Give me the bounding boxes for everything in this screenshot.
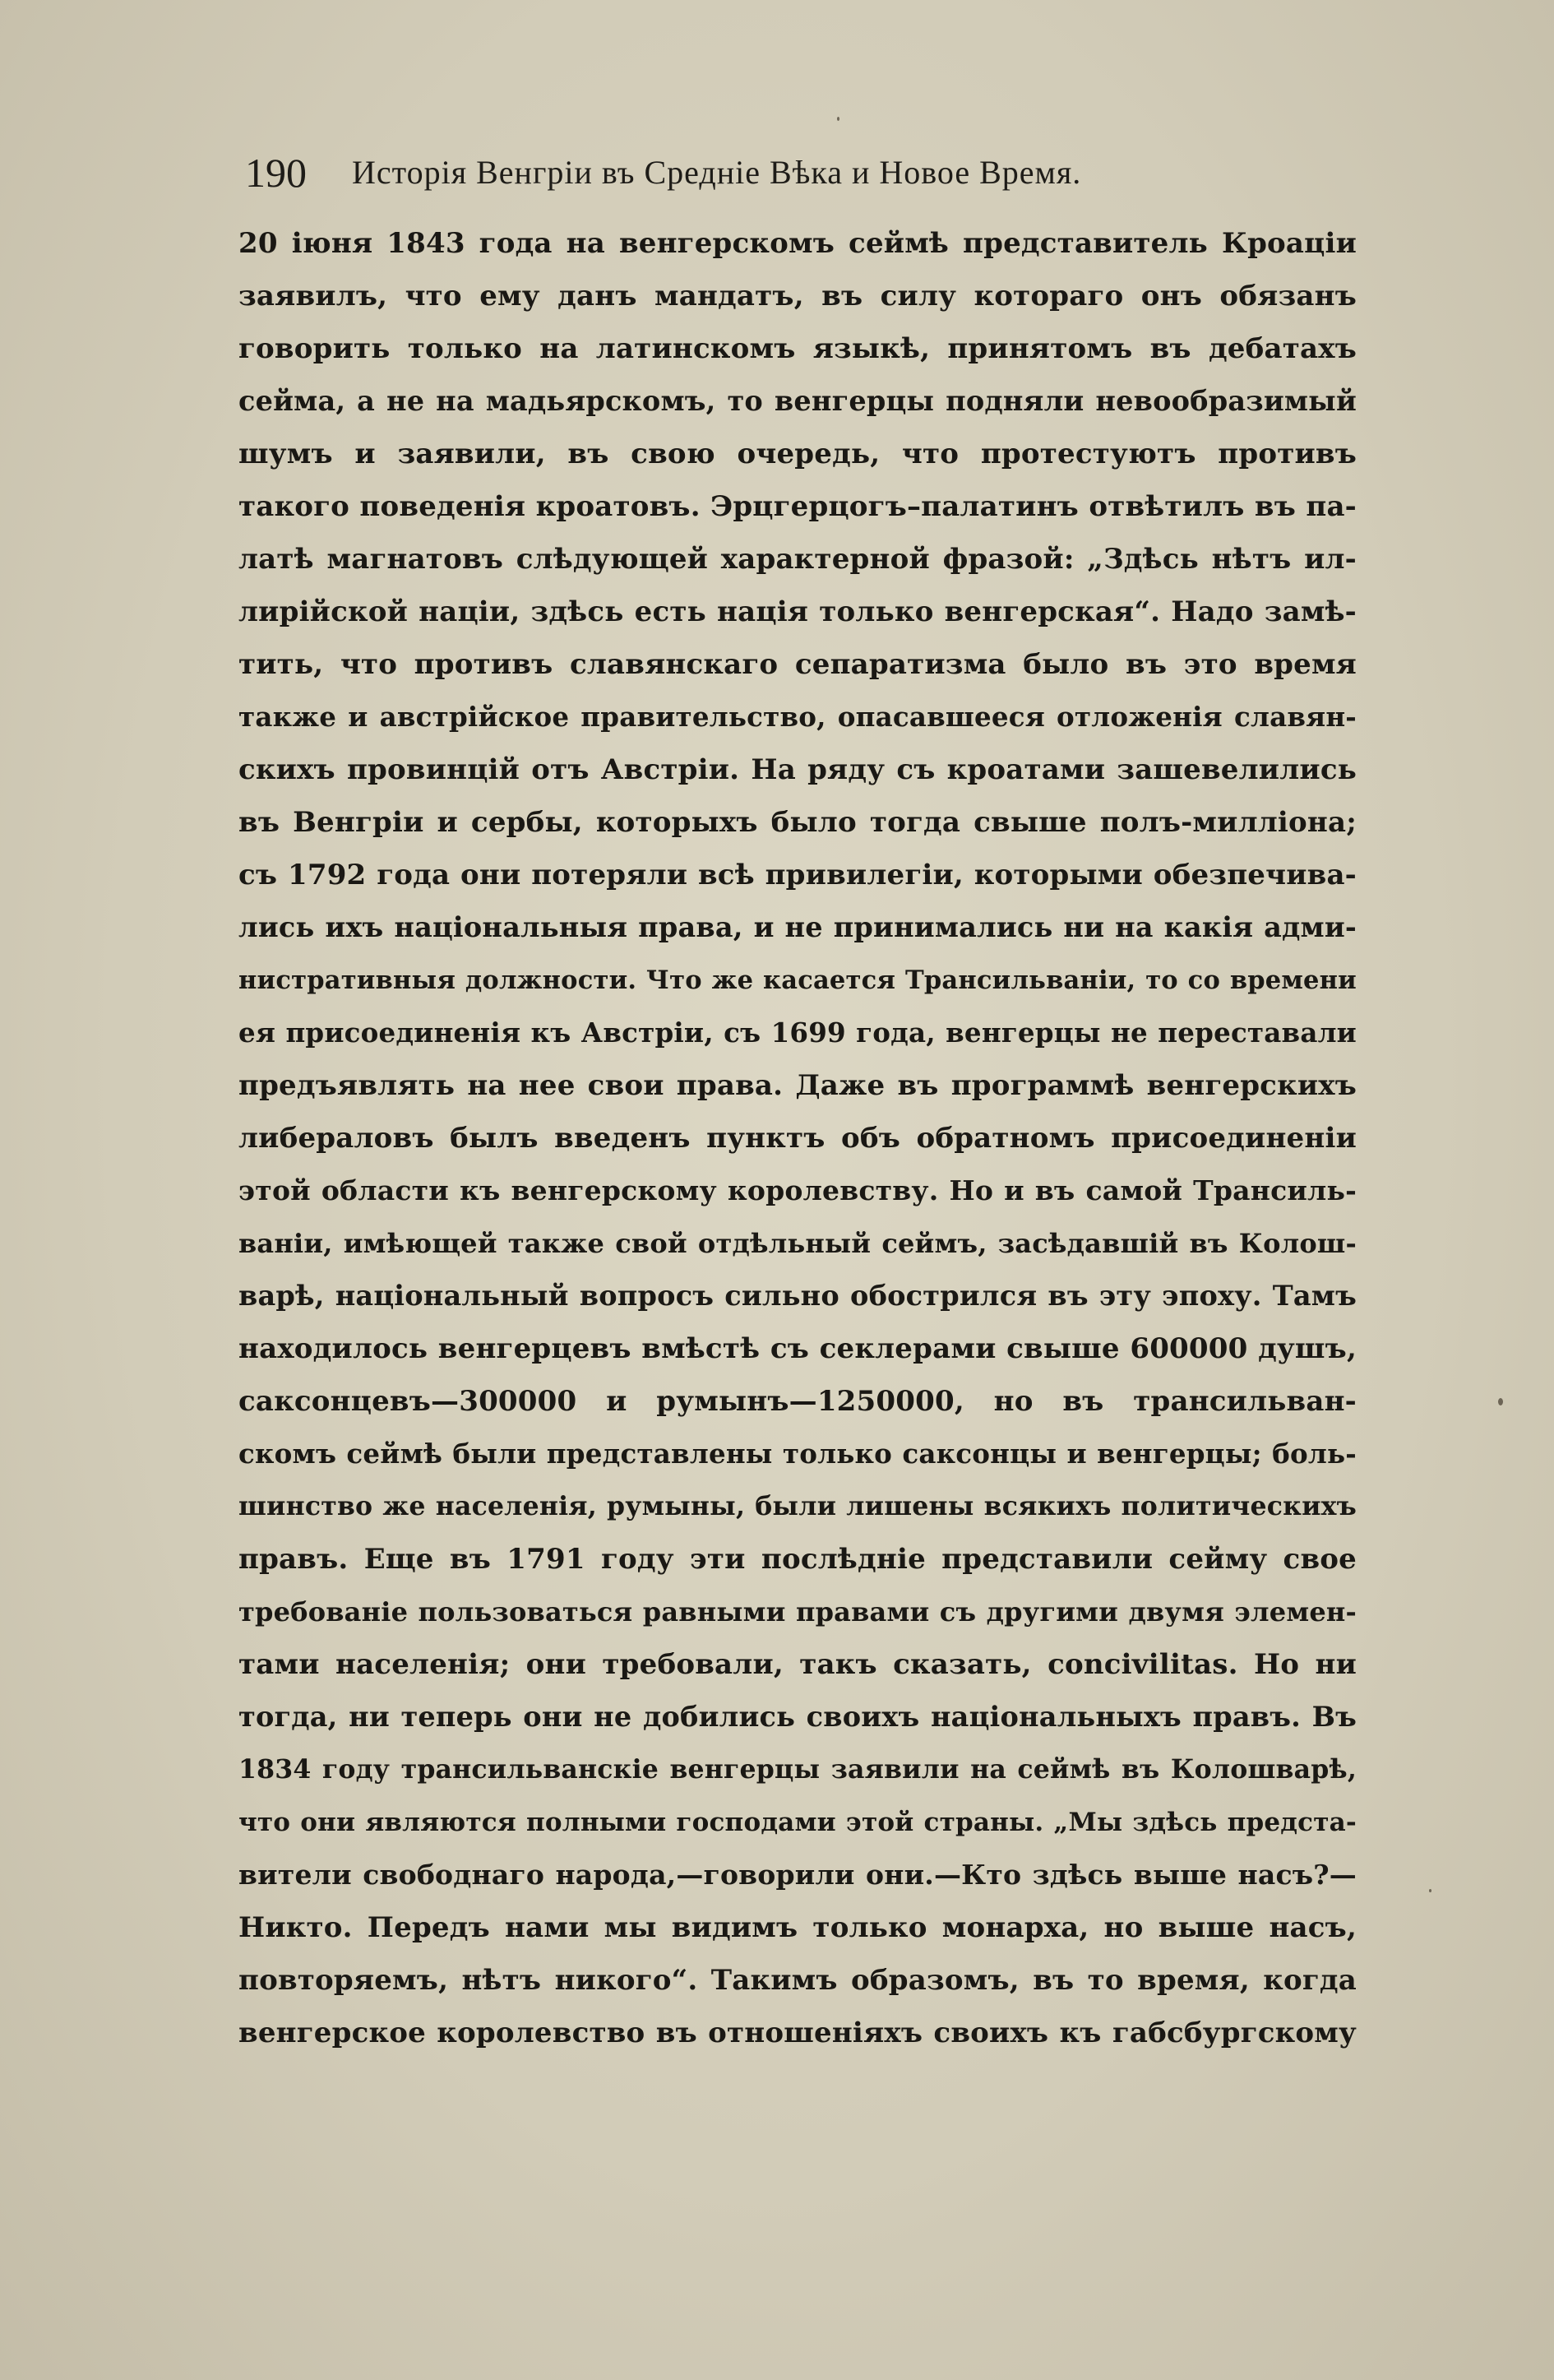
text-line: правъ. Еще въ 1791 году эти послѣдніе представили сейму свое bbox=[238, 1543, 1357, 1576]
text-line: говорить только на латинскомъ языкѣ, принятомъ въ дебатахъ bbox=[238, 332, 1357, 365]
text-line: повторяемъ, нѣтъ никого“. Такимъ образомъ, въ то время, когда bbox=[238, 1964, 1357, 1997]
text-line: тами населенія; они требовали, такъ сказать, concivilitas. Но ни bbox=[238, 1648, 1357, 1681]
page-number: 190 bbox=[245, 150, 307, 196]
text-line: сейма, а не на мадьярскомъ, то венгерцы подняли невообразимый bbox=[238, 385, 1357, 417]
text-line: этой области къ венгерскому королевству. Но и въ самой Трансиль- bbox=[238, 1174, 1357, 1206]
text-line: нистративныя должности. Что же касается Трансильваніи, то со времени bbox=[238, 965, 1357, 995]
text-line: варѣ, національный вопросъ сильно обострился въ эту эпоху. Тамъ bbox=[238, 1280, 1357, 1312]
text-line: заявилъ, что ему данъ мандатъ, въ силу котораго онъ обязанъ bbox=[238, 280, 1357, 313]
page-header bbox=[245, 144, 1355, 201]
text-line: такого поведенія кроатовъ. Эрцгерцогъ–палатинъ отвѣтилъ въ па- bbox=[238, 490, 1357, 523]
text-line: тить, что противъ славянскаго сепаратизма было въ это время bbox=[238, 648, 1357, 681]
running-title: Исторія Венгріи въ Средніе Вѣка и Новое Время. bbox=[352, 154, 1082, 191]
text-line: шумъ и заявили, въ свою очередь, что протестуютъ противъ bbox=[238, 438, 1357, 470]
paper-speck bbox=[1498, 1398, 1503, 1405]
text-line: требованіе пользоваться равными правами съ другими двумя элемен- bbox=[238, 1596, 1357, 1628]
text-line: находилось венгерцевъ вмѣстѣ съ секлерами свыше 600000 душъ, bbox=[238, 1332, 1357, 1365]
body-text bbox=[238, 219, 1357, 2110]
text-line: скомъ сеймѣ были представлены только саксонцы и венгерцы; боль- bbox=[238, 1438, 1357, 1470]
text-line: вители свободнаго народа,—говорили они.—Кто здѣсь выше насъ?— bbox=[238, 1859, 1357, 1891]
text-line: тогда, ни теперь они не добились своихъ національныхъ правъ. Въ bbox=[238, 1701, 1357, 1733]
paper-speck bbox=[837, 117, 839, 121]
text-line: ваніи, имѣющей также свой отдѣльный сеймъ, засѣдавшій въ Колош- bbox=[238, 1228, 1357, 1259]
text-line: Никто. Передъ нами мы видимъ только монарха, но выше насъ, bbox=[238, 1911, 1357, 1944]
text-line: шинство же населенія, румыны, были лишены всякихъ политическихъ bbox=[238, 1491, 1357, 1521]
text-line: 20 іюня 1843 года на венгерскомъ сеймѣ представитель Кроаціи bbox=[238, 227, 1357, 260]
text-line: саксонцевъ—300000 и румынъ—1250000, но въ трансильван- bbox=[238, 1385, 1357, 1418]
text-line: что они являются полными господами этой страны. „Мы здѣсь предста- bbox=[238, 1808, 1357, 1837]
text-line: съ 1792 года они потеряли всѣ привилегіи, которыми обезпечива- bbox=[238, 859, 1357, 891]
text-line: венгерское королевство въ отношеніяхъ своихъ къ габсбургскому bbox=[238, 2017, 1357, 2049]
text-line: 1834 году трансильванскіе венгерцы заявили на сеймѣ въ Колошварѣ, bbox=[238, 1754, 1357, 1785]
text-line: предъявлять на нее свои права. Даже въ программѣ венгерскихъ bbox=[238, 1069, 1357, 1102]
text-line: лирійской націи, здѣсь есть нація только венгерская“. Надо замѣ- bbox=[238, 595, 1357, 628]
text-line: скихъ провинцій отъ Австріи. На ряду съ кроатами зашевелились bbox=[238, 753, 1357, 786]
text-line: лись ихъ національныя права, и не принимались ни на какія адми- bbox=[238, 911, 1357, 943]
paper-speck bbox=[1429, 1889, 1431, 1892]
text-line: также и австрійское правительство, опасавшееся отложенія славян- bbox=[238, 701, 1357, 733]
text-line: либераловъ былъ введенъ пунктъ объ обратномъ присоединеніи bbox=[238, 1122, 1357, 1155]
text-line: латѣ магнатовъ слѣдующей характерной фразой: „Здѣсь нѣтъ ил- bbox=[238, 543, 1357, 576]
text-line: въ Венгріи и сербы, которыхъ было тогда свыше полъ-милліона; bbox=[238, 806, 1357, 839]
text-line: ея присоединенія къ Австріи, съ 1699 года, венгерцы не переставали bbox=[238, 1016, 1357, 1049]
